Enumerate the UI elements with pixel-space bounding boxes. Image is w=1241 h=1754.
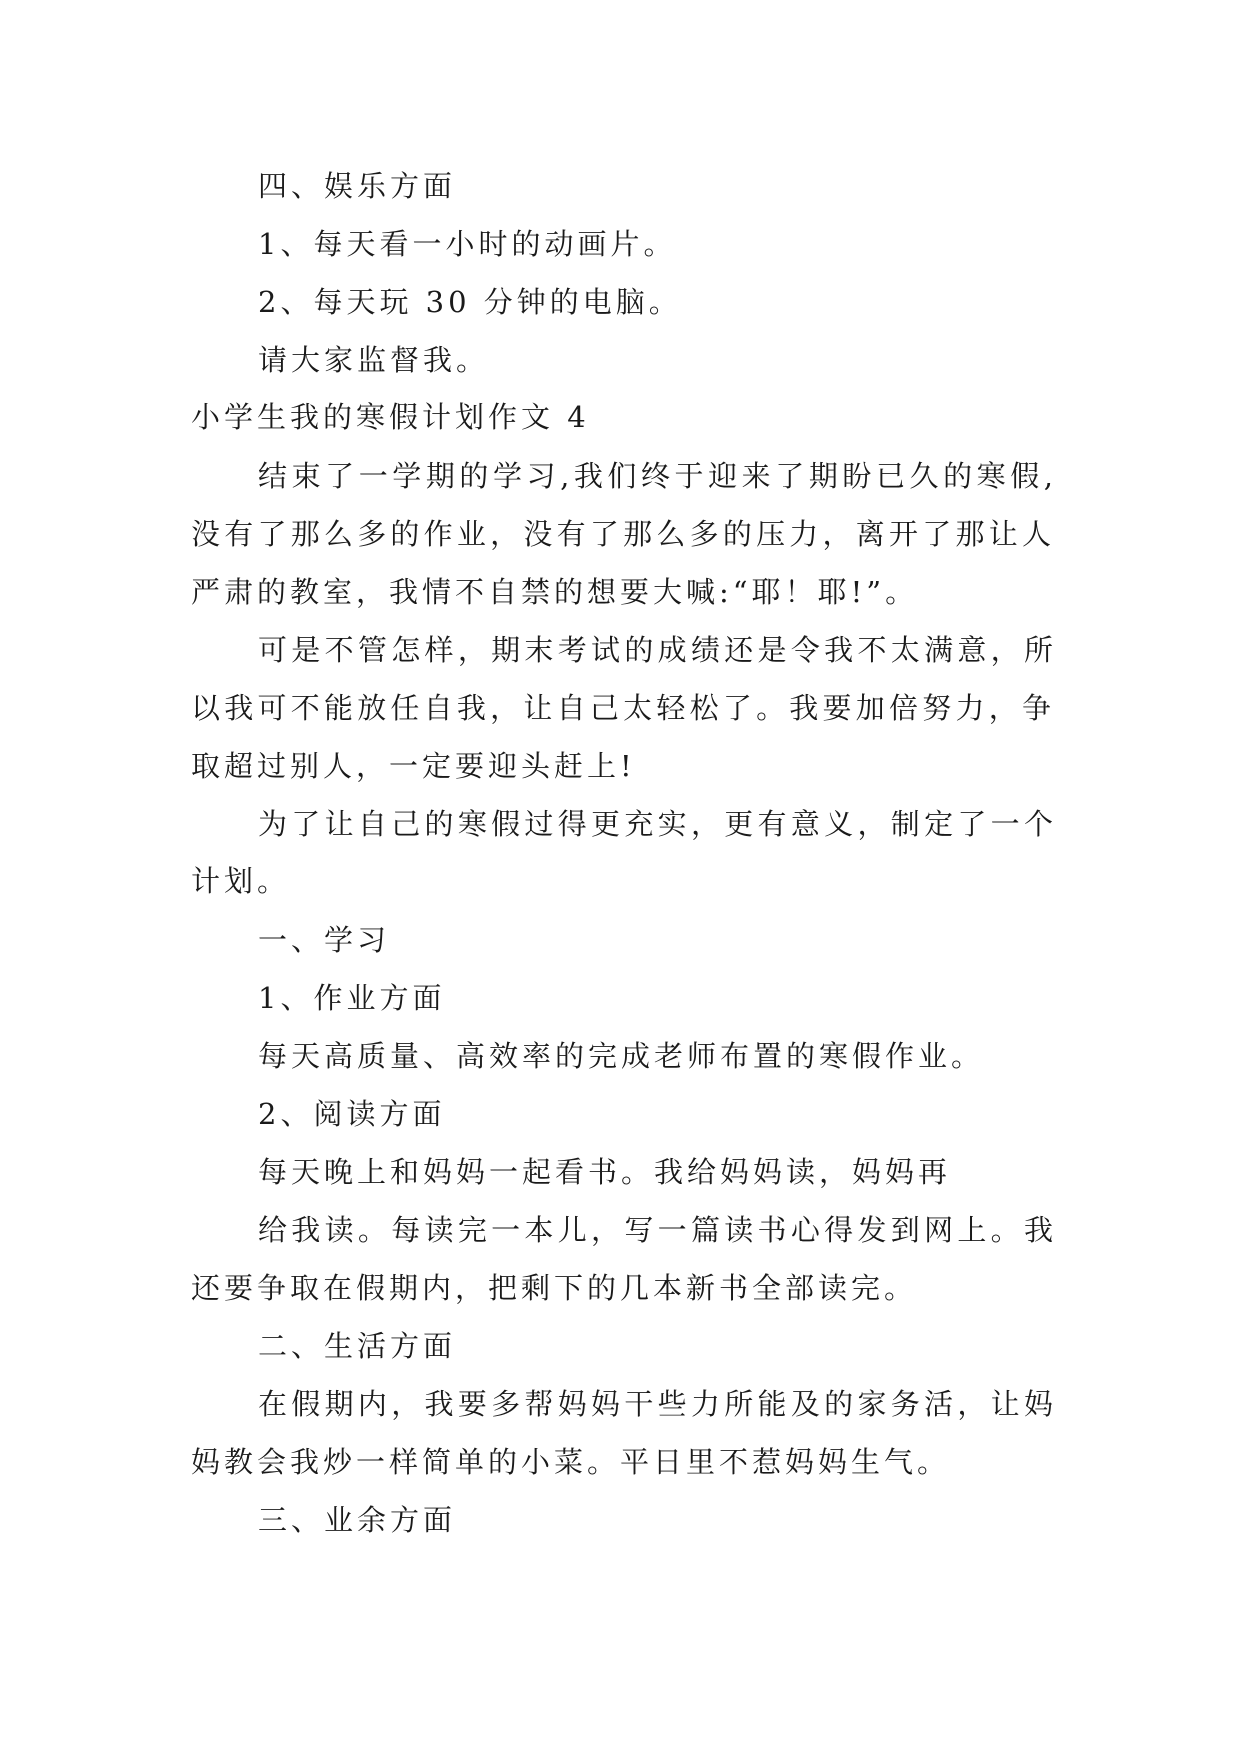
- paragraph-line: 严肃的教室，我情不自禁的想要大喊:“耶！耶!”。: [191, 575, 919, 609]
- essay-title: 小学生我的寒假计划作文 4: [191, 400, 590, 434]
- list-item: 2、每天玩 30 分钟的电脑。: [258, 285, 682, 319]
- paragraph-line: 结束了一学期的学习,我们终于迎来了期盼已久的寒假,: [258, 459, 1053, 493]
- paragraph-line: 每天高质量、高效率的完成老师布置的寒假作业。: [258, 1039, 985, 1073]
- paragraph-line: 还要争取在假期内，把剩下的几本新书全部读完。: [191, 1271, 918, 1305]
- paragraph-line: 取超过别人，一定要迎头赶上!: [191, 749, 636, 783]
- paragraph-line: 可是不管怎样，期末考试的成绩还是令我不太满意，所: [258, 633, 1053, 667]
- subsection-heading-homework: 1、作业方面: [258, 981, 446, 1015]
- section-heading-life: 二、生活方面: [258, 1329, 457, 1363]
- paragraph-line: 为了让自己的寒假过得更充实，更有意义，制定了一个: [258, 807, 1053, 841]
- section-heading-hobbies: 三、业余方面: [258, 1503, 457, 1537]
- subsection-heading-reading: 2、阅读方面: [258, 1097, 446, 1131]
- paragraph-line: 请大家监督我。: [258, 343, 490, 377]
- paragraph-line: 以我可不能放任自我，让自己太轻松了。我要加倍努力，争: [191, 691, 1051, 725]
- list-item: 1、每天看一小时的动画片。: [258, 227, 677, 261]
- paragraph-line: 计划。: [191, 864, 291, 898]
- paragraph-line: 妈教会我炒一样简单的小菜。平日里不惹妈妈生气。: [191, 1445, 951, 1479]
- paragraph-line: 没有了那么多的作业，没有了那么多的压力，离开了那让人: [191, 517, 1051, 551]
- section-heading-study: 一、学习: [258, 923, 391, 957]
- paragraph-line: 在假期内，我要多帮妈妈干些力所能及的家务活，让妈: [258, 1387, 1053, 1421]
- section-heading-entertainment: 四、娱乐方面: [258, 169, 457, 203]
- paragraph-line: 每天晚上和妈妈一起看书。我给妈妈读，妈妈再: [258, 1155, 952, 1189]
- paragraph-line: 给我读。每读完一本儿，写一篇读书心得发到网上。我: [258, 1213, 1053, 1247]
